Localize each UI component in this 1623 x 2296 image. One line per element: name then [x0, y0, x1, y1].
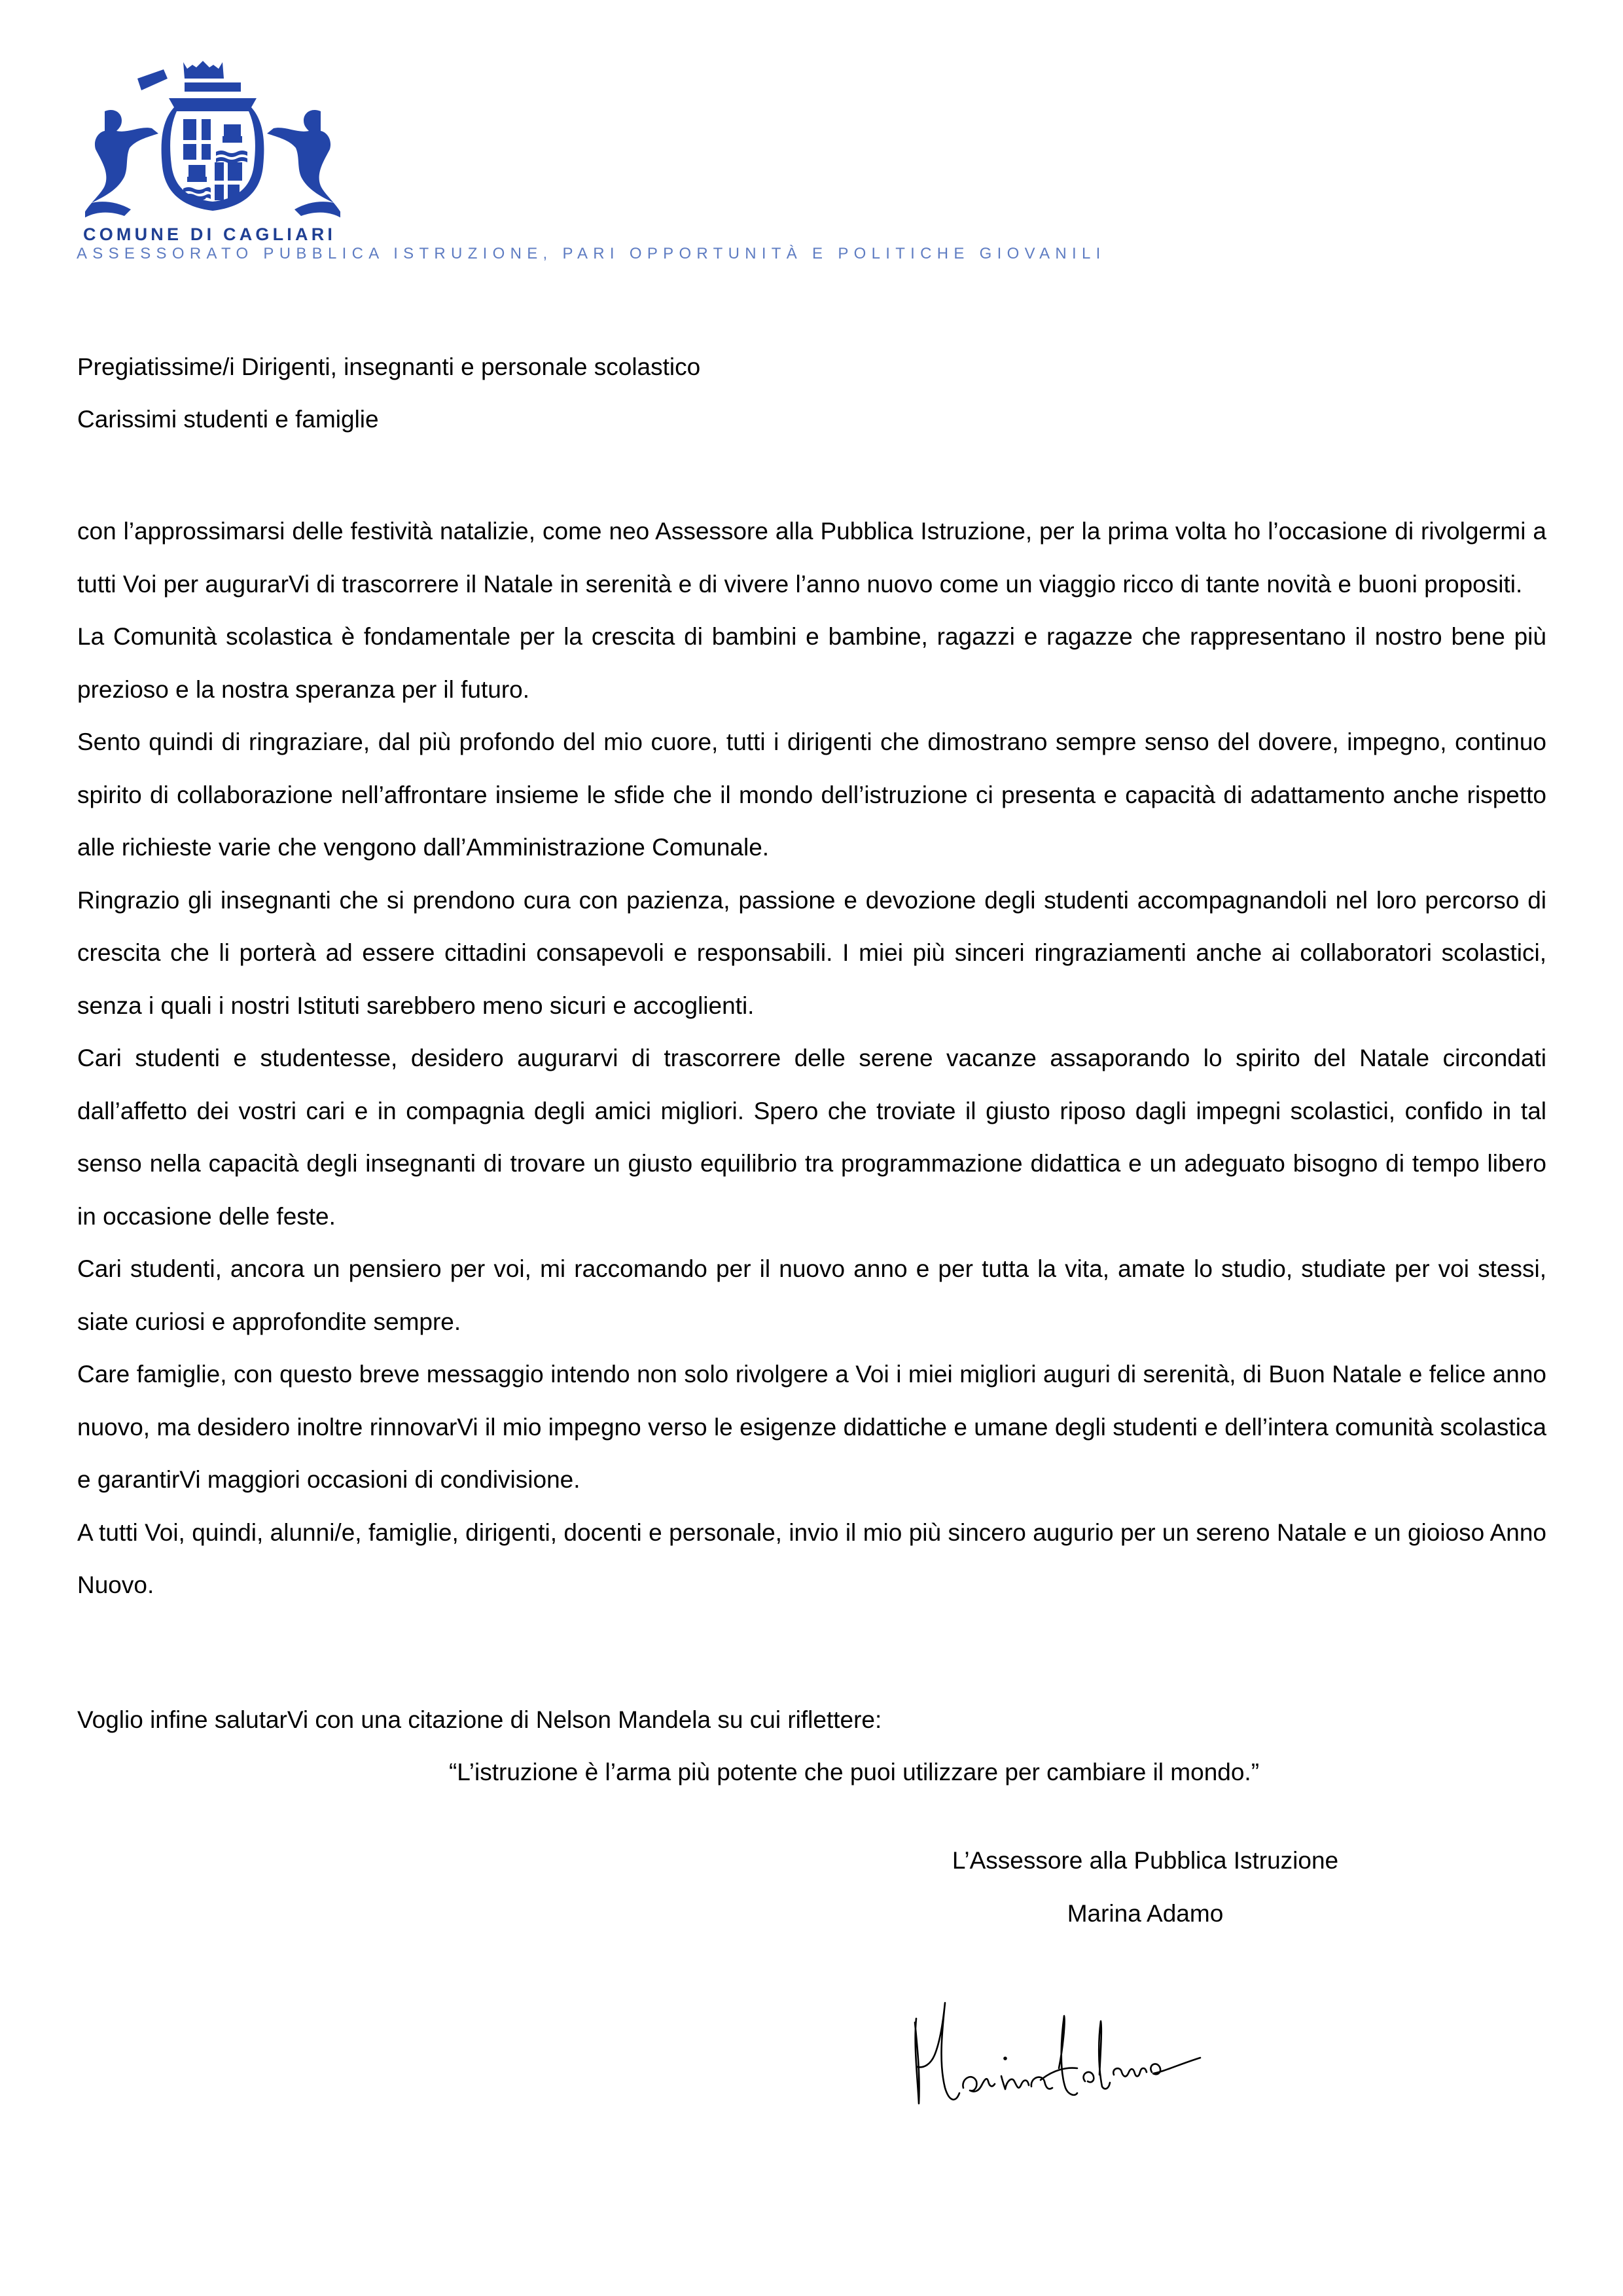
- paragraph: La Comunità scolastica è fondamentale per la crescita di bambini e bambine, ragazzi e ragazze che rappresentano il nostro bene più prezioso e la nostra speranza per il futuro.: [77, 623, 1546, 703]
- closing-line: Voglio infine salutarVi con una citazione di Nelson Mandela su cui riflettere:: [77, 1706, 882, 1733]
- salutation-staff: Pregiatissime/i Dirigenti, insegnanti e personale scolastico: [77, 353, 701, 380]
- letter-body: [77, 505, 1546, 1612]
- paragraph: con l’approssimarsi delle festività natalizie, come neo Assessore alla Pubblica Istruzione, per la prima volta ho l’occasione di rivolgermi a tutti Voi per augurarVi di trascorrere il Natale in serenità e di vivere l’anno nuovo come un viaggio ricco di tante novità e buoni propositi.: [77, 518, 1546, 598]
- paragraph: Cari studenti, ancora un pensiero per voi, mi raccomando per il nuovo anno e per tutta la vita, amate lo studio, studiate per voi stessi, siate curiosi e approfondite sempre.: [77, 1255, 1546, 1335]
- crown-icon: [183, 61, 224, 79]
- paragraph: Care famiglie, con questo breve messaggio intendo non solo rivolgere a Voi i miei migliori auguri di serenità, di Buon Natale e felice anno nuovo, ma desidero inoltre rinnovarVi il mio impegno verso le esigenze didattiche e umane degli studenti e dell’intera comunità scolastica e garantirVi maggiori occasioni di condivisione.: [77, 1361, 1546, 1493]
- coat-of-arms-logo: [85, 59, 340, 219]
- organization-name: COMUNE DI CAGLIARI: [83, 224, 336, 244]
- mandela-quote: “L’istruzione è l’arma più potente che puoi utilizzare per cambiare il mondo.”: [448, 1759, 1260, 1785]
- right-merman-figure: [267, 110, 340, 219]
- signer-title: L’Assessore alla Pubblica Istruzione: [952, 1847, 1339, 1874]
- signer-name: Marina Adamo: [1067, 1900, 1224, 1927]
- paragraph: Ringrazio gli insegnanti che si prendono cura con pazienza, passione e devozione degli studenti accompagnandoli nel loro percorso di crescita che li porterà ad essere cittadini consapevoli e responsabili. I miei più sinceri ringraziamenti anche ai collaboratori scolastici, senza i quali i nostri Istituti sarebbero meno sicuri e accoglienti.: [77, 886, 1546, 1019]
- department-name: ASSESSORATO PUBBLICA ISTRUZIONE, PARI OPPORTUNITÀ E POLITICHE GIOVANILI: [77, 245, 1106, 262]
- paragraph: Cari studenti e studentesse, desidero augurarvi di trascorrere delle serene vacanze assaporando lo spirito del Natale circondati dall’affetto dei vostri cari e in compagnia degli amici migliori. Spero che troviate il giusto riposo dagli impegni scolastici, confido in tal senso nella capacità degli insegnanti di trovare un giusto equilibrio tra programmazione didattica e un adeguato bisogno di tempo libero in occasione delle feste.: [77, 1045, 1546, 1230]
- salutation-students: Carissimi studenti e famiglie: [77, 406, 379, 433]
- paragraph: Sento quindi di ringraziare, dal più profondo del mio cuore, tutti i dirigenti che dimostrano sempre senso del dovere, impegno, continuo spirito di collaborazione nell’affrontare insieme le sfide che il mondo dell’istruzione ci presenta e capacità di adattamento anche rispetto alle richieste varie che vengono dall’Amministrazione Comunale.: [77, 728, 1546, 861]
- paragraph: A tutti Voi, quindi, alunni/e, famiglie, dirigenti, docenti e personale, invio il mio più sincero augurio per un sereno Natale e un gioioso Anno Nuovo.: [77, 1518, 1546, 1598]
- left-merman-figure: [85, 110, 158, 219]
- handwritten-signature: [877, 1990, 1414, 2108]
